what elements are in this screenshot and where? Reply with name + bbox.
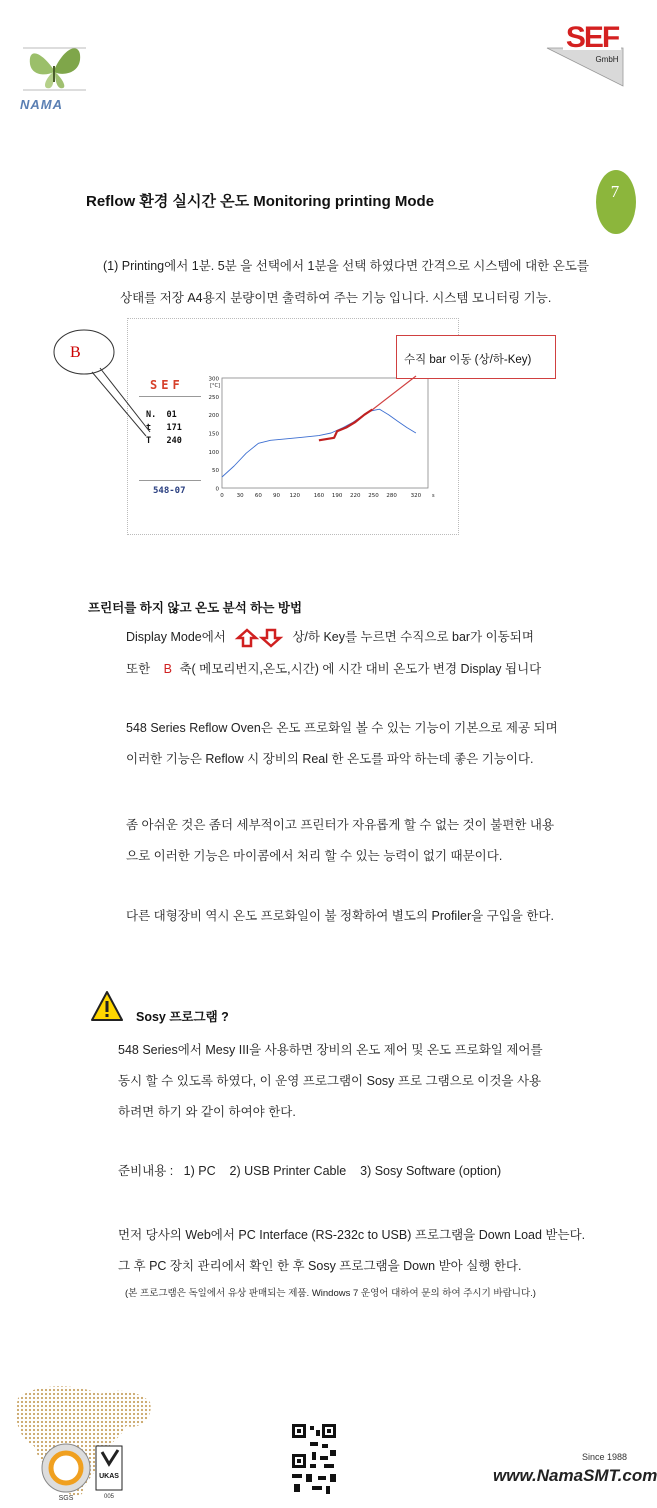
x-tick-label: 30 — [236, 493, 244, 499]
manual-line-2-a: 또한 — [126, 662, 151, 676]
sosy-step-2: 그 후 PC 장치 관리에서 확인 한 후 Sosy 프로그램을 Down 받아 실행 한다. — [118, 1259, 522, 1273]
intro-line-1: (1) Printing에서 1분. 5분 을 선택에서 1분을 선택 하였다면 간격으로 시스템에 대한 온도를 — [103, 259, 589, 273]
lcd-divider-bottom — [139, 480, 201, 481]
reflow-oven-line-1: 548 Series Reflow Oven은 온도 프로화일 볼 수 있는 기능이 기본으로 제공 되며 — [126, 721, 558, 735]
sef-gmbh-logo — [545, 18, 625, 88]
warning-icon — [90, 990, 124, 1022]
x-tick-label: 120 — [289, 493, 300, 499]
lcd-row-number: N. 01 — [146, 410, 177, 420]
page-title: Reflow 환경 실시간 온도 Monitoring printing Mode — [86, 193, 435, 210]
page-number-badge — [596, 170, 640, 234]
since-year: Since 1988 — [582, 1452, 628, 1462]
lcd-brand: SEF — [150, 378, 184, 392]
x-tick-label: 90 — [273, 493, 281, 499]
manual-line-2-b-axis: B — [163, 662, 172, 676]
x-tick-label: 60 — [254, 493, 262, 499]
world-map-certification-graphic — [8, 1380, 158, 1505]
intro-line-2: 상태를 저장 A4용지 분량이면 출력하여 주는 기능 입니다. 시스템 모니터링 기능. — [120, 291, 552, 305]
qr-code — [290, 1422, 338, 1496]
sosy-line-2: 동시 할 수 있도록 하였다, 이 운영 프로그램이 Sosy 프로 그램으로 이것을 사용 — [118, 1074, 542, 1088]
manual-line-2 — [126, 656, 541, 682]
sosy-heading: Sosy 프로그램 ? — [136, 1010, 229, 1024]
sgs-certification-text: SGS — [58, 1495, 74, 1502]
sosy-line-3: 하려면 하기 와 같이 하여야 한다. — [118, 1105, 296, 1119]
callout-bar-pointer — [360, 370, 420, 430]
y-tick-label: 150 — [208, 431, 219, 438]
arrow-down-icon — [261, 629, 281, 647]
y-tick-label: 250 — [208, 394, 219, 401]
manual-line-1-a: Display Mode에서 — [126, 630, 226, 644]
nama-logo-text: NAMA — [20, 97, 63, 112]
lcd-model-code: 548-07 — [153, 486, 186, 496]
sosy-note: (본 프로그램은 독일에서 유상 판매되는 제품. Windows 7 운영어 대하여 문의 하여 주시기 바랍니다.) — [125, 1288, 536, 1299]
x-tick-label: 280 — [386, 493, 397, 499]
ukas-certification-text: UKAS — [99, 1473, 119, 1480]
page-number: 7 — [610, 182, 620, 201]
x-tick-label: 250 — [368, 493, 379, 499]
website-url[interactable]: www.NamaSMT.com — [493, 1466, 657, 1485]
callout-b-label: B — [70, 344, 81, 361]
limitation-line-1: 좀 아쉬운 것은 좀더 세부적이고 프린터가 자유롭게 할 수 없는 것이 불편한 내용 — [126, 818, 555, 832]
y-tick-label: 100 — [208, 449, 219, 456]
certification-code: 005 — [103, 1494, 115, 1500]
sosy-preparation: 준비내용 : 1) PC 2) USB Printer Cable 3) Sosy Software (option) — [118, 1164, 502, 1178]
manual-line-1-b: 상/하 Key를 누르면 수직으로 bar가 이동되며 — [292, 630, 534, 644]
limitation-line-2: 으로 이러한 기능은 마이콤에서 처리 할 수 있는 능력이 없기 때문이다. — [126, 849, 503, 863]
y-tick-label: 50 — [212, 468, 219, 475]
x-tick-label: 190 — [331, 493, 343, 499]
lcd-row-time: t 171 — [146, 423, 182, 433]
x-unit-label: s — [432, 493, 435, 499]
gmbh-logo-text: GmbH — [595, 55, 619, 64]
manual-line-1 — [126, 624, 534, 650]
y-unit-label: [°C] — [210, 383, 220, 389]
x-tick-label: 220 — [350, 493, 361, 499]
lcd-row-temperature: T 240 — [146, 436, 182, 446]
y-tick-label: 300 — [208, 376, 219, 383]
sef-logo-text: SEF — [565, 21, 619, 54]
callout-vertical-bar-label: 수직 bar 이동 (상/하-Key) — [404, 354, 532, 366]
manual-analysis-heading: 프린터를 하지 않고 온도 분석 하는 방법 — [88, 601, 303, 615]
x-tick-label: 0 — [220, 493, 224, 499]
y-tick-label: 0 — [215, 486, 219, 493]
reflow-oven-line-2: 이러한 기능은 Reflow 시 장비의 Real 한 온도를 파악 하는데 좋은 기능이다. — [126, 752, 534, 766]
x-tick-label: 160 — [313, 493, 325, 499]
manual-line-2-c: 축( 메모리번지,온도,시간) 에 시간 대비 온도가 변경 Display 됩니다 — [179, 662, 542, 676]
x-tick-label: 320 — [410, 493, 422, 499]
sosy-line-1: 548 Series에서 Mesy III을 사용하면 장비의 온도 제어 및 온도 프로화일 제어를 — [118, 1043, 543, 1057]
y-tick-label: 200 — [208, 413, 219, 420]
profiler-line: 다른 대형장비 역시 온도 프로화일이 불 정확하여 별도의 Profiler을 구입을 한다. — [126, 909, 554, 923]
sosy-step-1: 먼저 당사의 Web에서 PC Interface (RS-232c to USB) 프로그램을 Down Load 받는다. — [118, 1228, 586, 1242]
arrow-up-icon — [237, 629, 257, 647]
